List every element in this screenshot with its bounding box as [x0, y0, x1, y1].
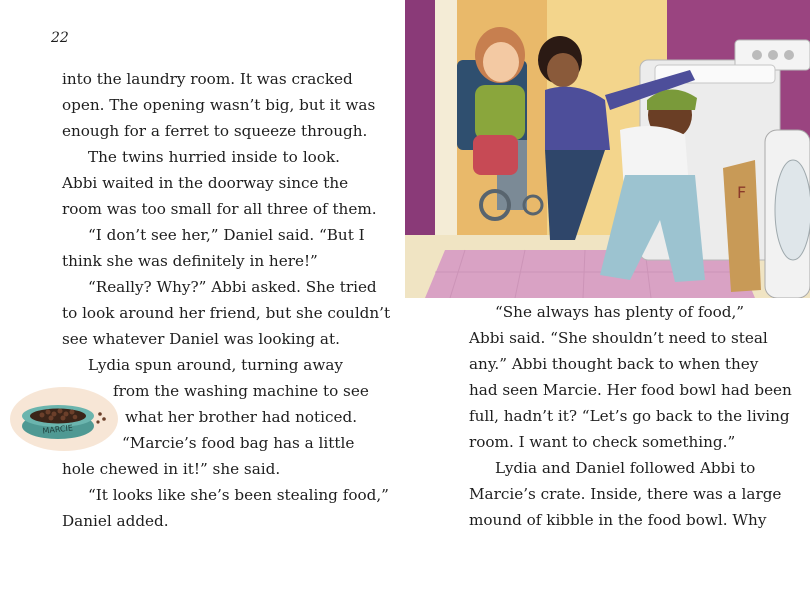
- text-line: Lydia and Daniel followed Abbi to: [495, 459, 756, 477]
- text-line: hole chewed in it!” she said.: [62, 460, 281, 478]
- page-number: 22: [51, 30, 69, 46]
- text-line: The twins hurried inside to look.: [88, 148, 340, 166]
- text-line: from the washing machine to see: [113, 382, 369, 400]
- bowl-label: MARCIE: [42, 423, 74, 436]
- text-line: Marcie’s crate. Inside, there was a large: [469, 485, 782, 503]
- text-line: Daniel added.: [62, 512, 169, 530]
- text-line: to look around her friend, but she couldn’t: [62, 304, 391, 322]
- text-line: “I don’t see her,” Daniel said. “But I: [88, 226, 365, 244]
- text-line: “Marcie’s food bag has a little: [122, 434, 355, 452]
- right-text-column: [469, 299, 792, 533]
- text-line: Lydia spun around, turning away: [88, 356, 343, 374]
- text-line: had seen Marcie. Her food bowl had been: [469, 381, 792, 399]
- text-line: “Really? Why?” Abbi asked. She tried: [88, 278, 377, 296]
- text-line: mound of kibble in the food bowl. Why: [469, 511, 767, 529]
- text-line: “She always has plenty of food,”: [495, 303, 745, 321]
- food-bag-label: F: [737, 183, 747, 202]
- text-line: enough for a ferret to squeeze through.: [62, 122, 368, 140]
- text-line: Abbi said. “She shouldn’t need to steal: [469, 329, 768, 347]
- text-line: room. I want to check something.”: [469, 433, 736, 451]
- text-line: Abbi waited in the doorway since the: [62, 174, 349, 192]
- laundry-room-illustration: [405, 0, 810, 298]
- left-text-column: [62, 66, 391, 534]
- text-line: what her brother had noticed.: [125, 408, 358, 426]
- text-line: see whatever Daniel was looking at.: [62, 330, 340, 348]
- text-line: think she was definitely in here!”: [62, 252, 318, 270]
- text-line: open. The opening wasn’t big, but it was: [62, 96, 376, 114]
- text-line: into the laundry room. It was cracked: [62, 70, 353, 88]
- food-bowl-illustration: [8, 374, 120, 454]
- text-line: room was too small for all three of them.: [62, 200, 377, 218]
- text-line: full, hadn’t it? “Let’s go back to the living: [469, 407, 790, 425]
- text-line: “It looks like she’s been stealing food,”: [88, 486, 389, 504]
- text-line: any.” Abbi thought back to when they: [469, 355, 759, 373]
